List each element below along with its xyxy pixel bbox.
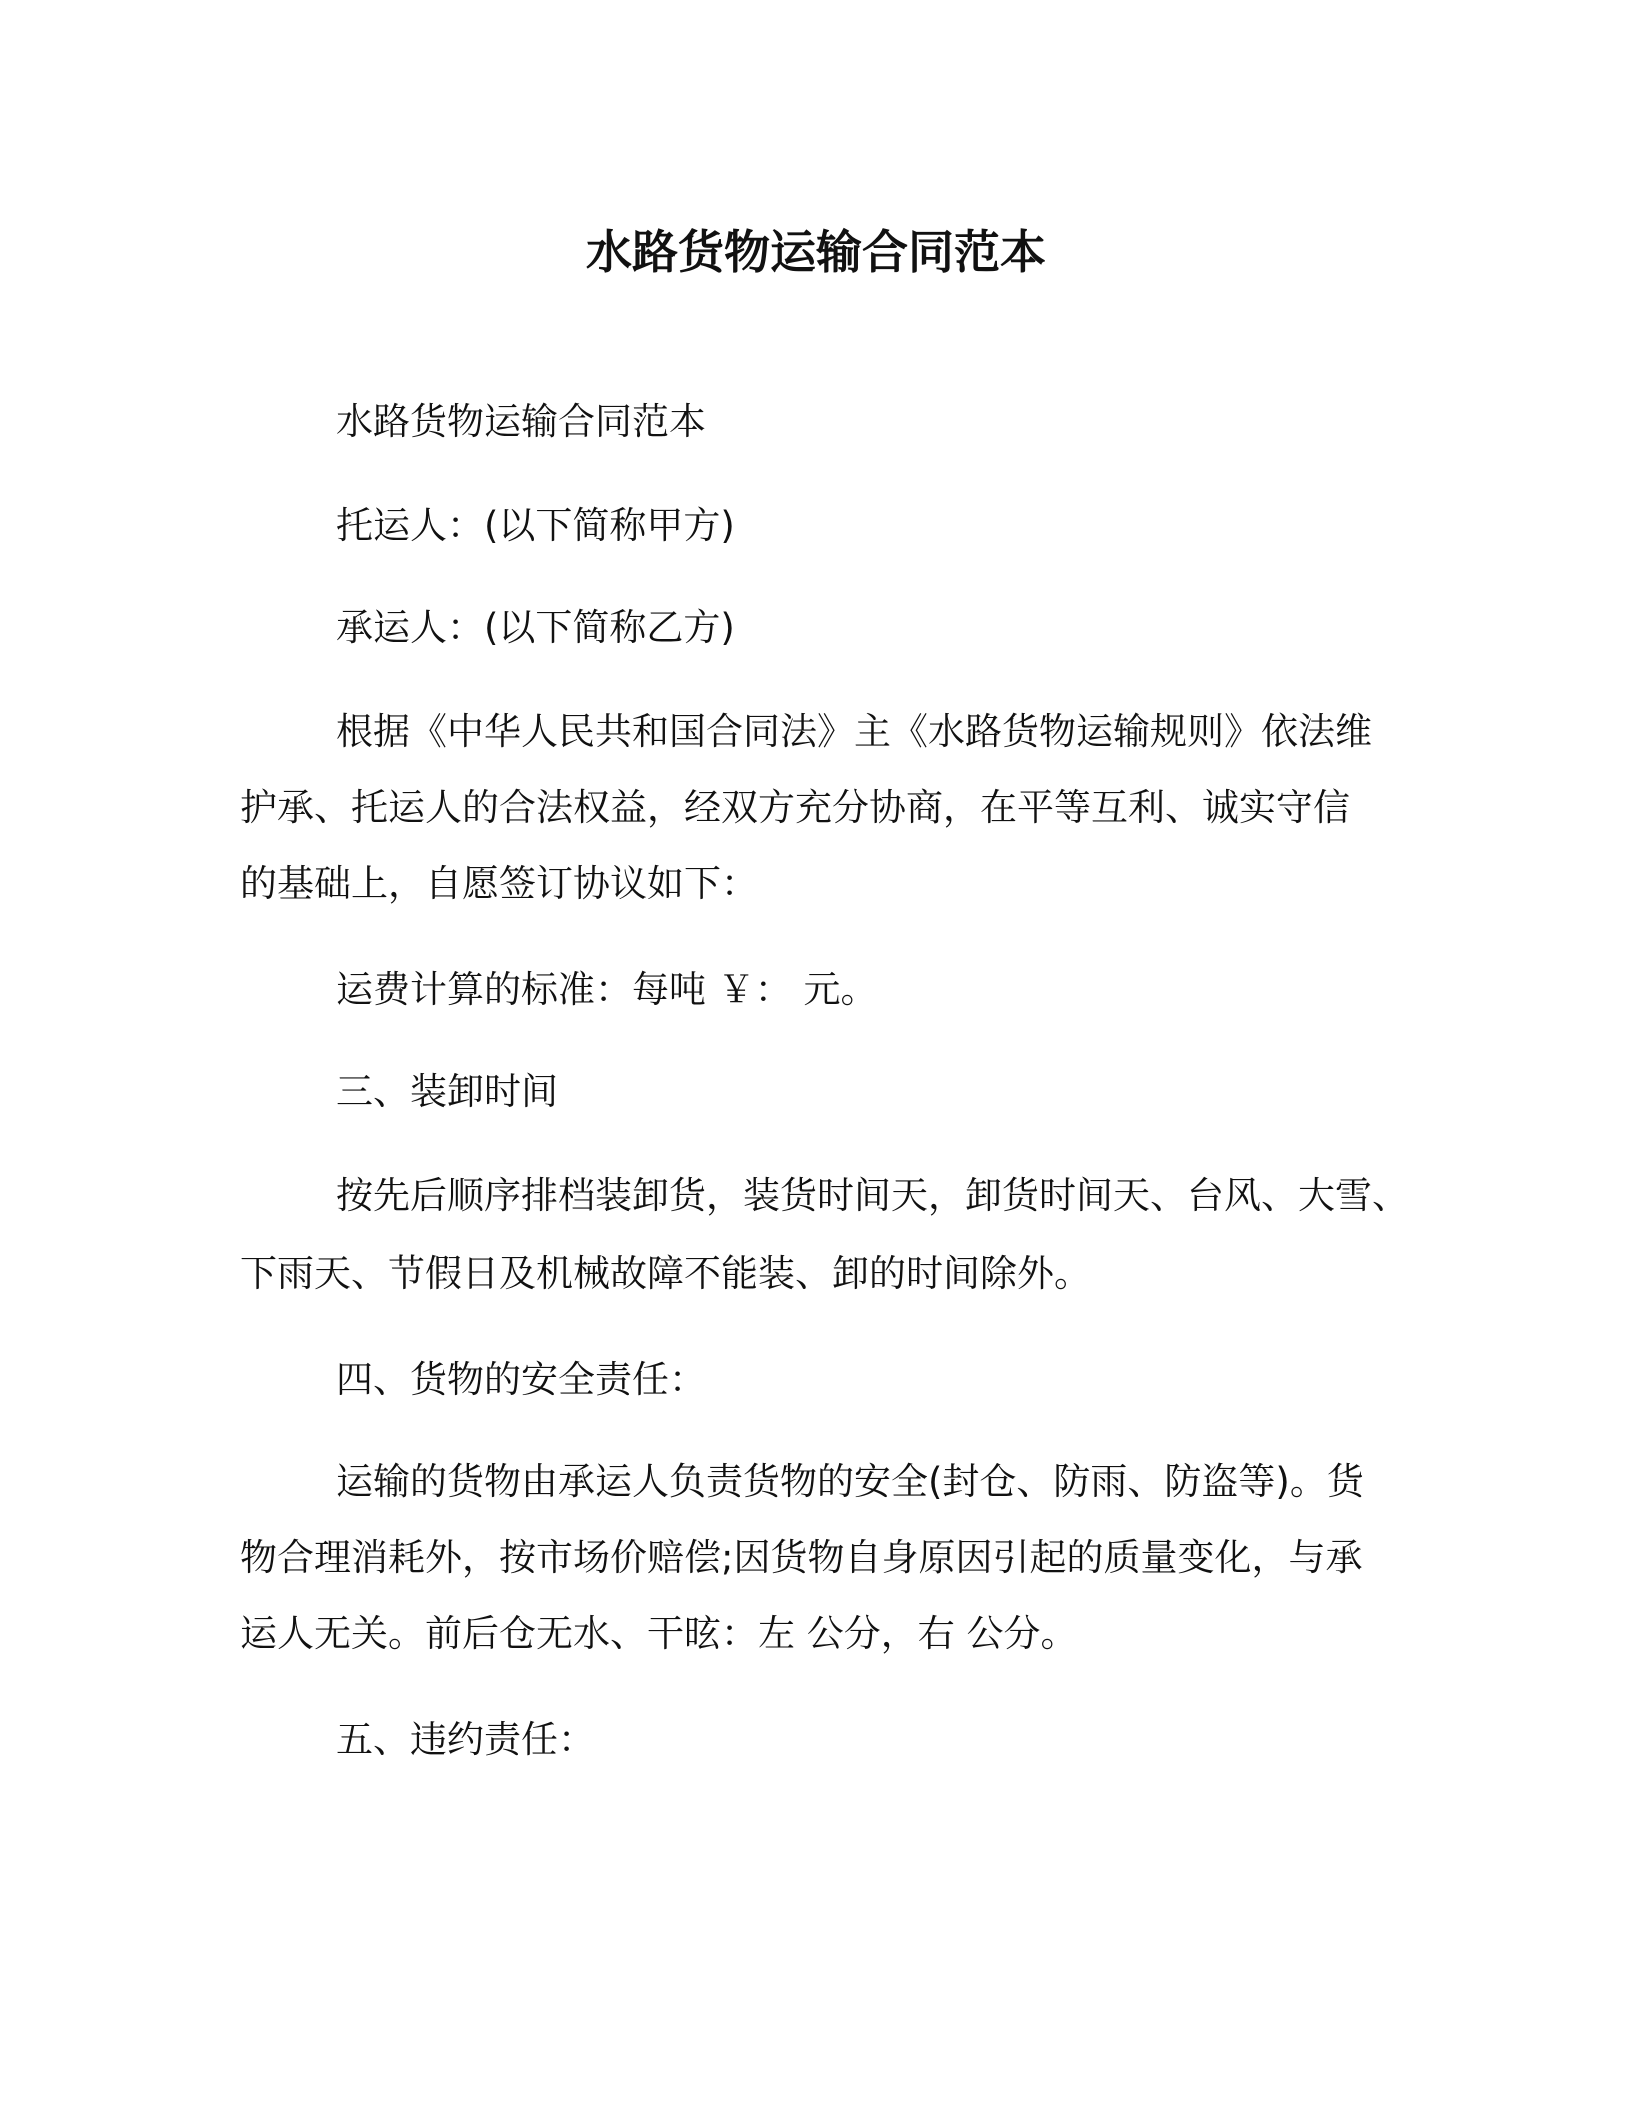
shipper-line: 托运人：(以下简称甲方) xyxy=(336,504,735,547)
section-3-heading: 三、装卸时间 xyxy=(336,1070,558,1113)
section-3-line-1: 按先后顺序排档装卸货，装货时间天，卸货时间天、台风、大雪、 xyxy=(336,1174,1409,1217)
section-4-line-3: 运人无关。前后仓无水、干昡：左 公分，右 公分。 xyxy=(240,1612,1078,1655)
intro-line-2: 护承、托运人的合法权益，经双方充分协商，在平等互利、诚实守信 xyxy=(240,786,1350,829)
carrier-line: 承运人：(以下简称乙方) xyxy=(336,606,735,649)
section-4-line-1: 运输的货物由承运人负责货物的安全(封仓、防雨、防盗等)。货 xyxy=(336,1460,1364,1503)
section-4-heading: 四、货物的安全责任： xyxy=(336,1358,706,1401)
section-3-line-2: 下雨天、节假日及机械故障不能装、卸的时间除外。 xyxy=(240,1252,1091,1295)
document-subtitle: 水路货物运输合同范本 xyxy=(336,400,706,443)
intro-line-1: 根据《中华人民共和国合同法》主《水路货物运输规则》依法维 xyxy=(336,710,1372,753)
freight-standard-line: 运费计算的标准：每吨 ￥： 元。 xyxy=(336,968,878,1011)
document-title: 水路货物运输合同范本 xyxy=(586,225,1046,279)
section-5-heading: 五、违约责任： xyxy=(336,1718,595,1761)
section-4-line-2: 物合理消耗外，按市场价赔偿;因货物自身原因引起的质量变化，与承 xyxy=(240,1536,1363,1579)
intro-line-3: 的基础上，自愿签订协议如下： xyxy=(240,862,758,905)
